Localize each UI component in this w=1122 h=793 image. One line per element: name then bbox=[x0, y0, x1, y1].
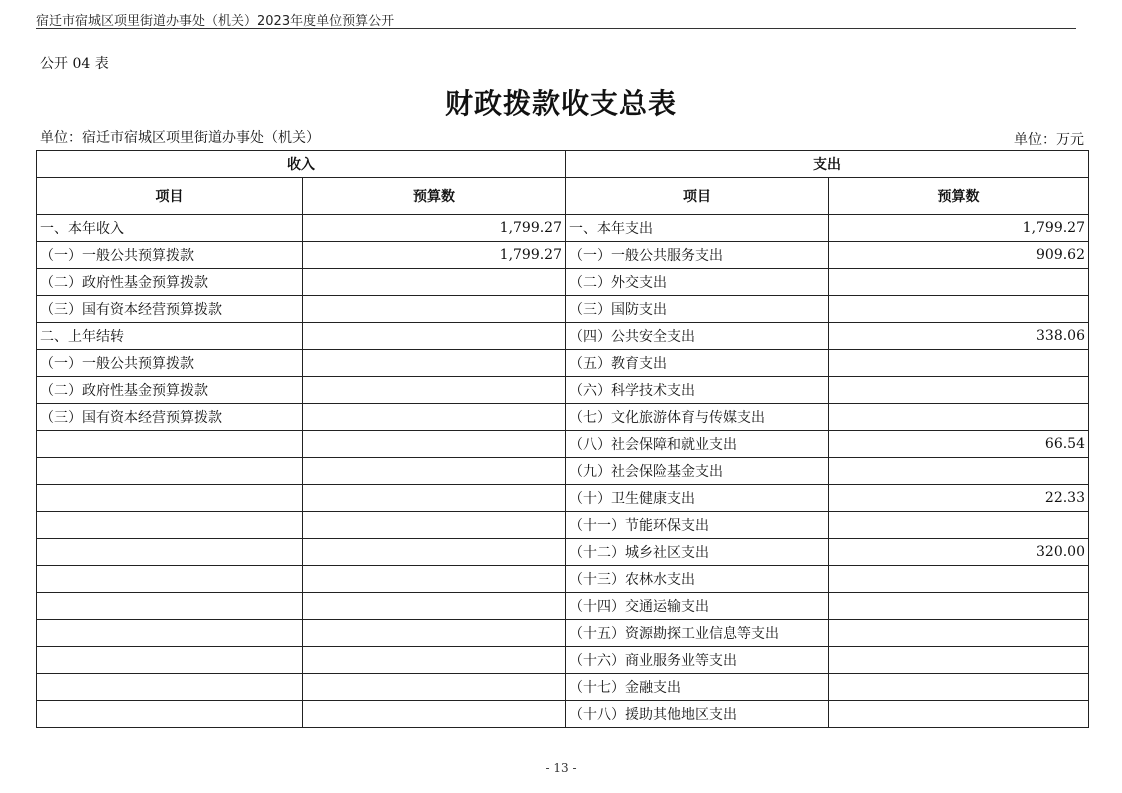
table-row bbox=[37, 296, 1089, 323]
income-item-cell bbox=[37, 701, 303, 728]
income-item-cell bbox=[37, 647, 303, 674]
income-item-cell bbox=[37, 431, 303, 458]
expense-amount-cell bbox=[829, 350, 1089, 377]
expense-item-cell: （一）一般公共服务支出 bbox=[566, 242, 829, 269]
income-item-cell: （三）国有资本经营预算拨款 bbox=[37, 296, 303, 323]
expense-amount-cell bbox=[829, 566, 1089, 593]
expense-item-cell: （十）卫生健康支出 bbox=[566, 485, 829, 512]
expense-item-cell: （六）科学技术支出 bbox=[566, 377, 829, 404]
expense-amount-header: 预算数 bbox=[829, 178, 1089, 215]
income-amount-cell bbox=[303, 458, 566, 485]
income-amount-cell bbox=[303, 296, 566, 323]
expense-amount-cell bbox=[829, 458, 1089, 485]
expense-item-cell: （三）国防支出 bbox=[566, 296, 829, 323]
income-amount-cell bbox=[303, 647, 566, 674]
table-row bbox=[37, 242, 1089, 269]
expense-item-cell: （十一）节能环保支出 bbox=[566, 512, 829, 539]
table-row bbox=[37, 350, 1089, 377]
header-rule bbox=[36, 28, 1076, 29]
income-amount-cell bbox=[303, 404, 566, 431]
income-amount-cell bbox=[303, 350, 566, 377]
expense-item-cell: （四）公共安全支出 bbox=[566, 323, 829, 350]
income-item-cell bbox=[37, 674, 303, 701]
income-amount-cell bbox=[303, 701, 566, 728]
expense-item-cell: （九）社会保险基金支出 bbox=[566, 458, 829, 485]
table-row bbox=[37, 701, 1089, 728]
unit-organization: 单位：宿迁市宿城区项里街道办事处（机关） bbox=[40, 130, 320, 146]
table-row bbox=[37, 485, 1089, 512]
expense-item-cell: （八）社会保障和就业支出 bbox=[566, 431, 829, 458]
income-amount-cell bbox=[303, 377, 566, 404]
income-item-cell bbox=[37, 593, 303, 620]
expense-amount-cell bbox=[829, 620, 1089, 647]
column-header-row bbox=[37, 178, 1089, 215]
expense-amount-cell bbox=[829, 647, 1089, 674]
income-amount-cell: 1,799.27 bbox=[303, 215, 566, 242]
expense-amount-cell: 909.62 bbox=[829, 242, 1089, 269]
income-item-cell: 二、上年结转 bbox=[37, 323, 303, 350]
income-item-cell bbox=[37, 458, 303, 485]
table-row bbox=[37, 377, 1089, 404]
income-item-header: 项目 bbox=[37, 178, 303, 215]
expense-group-header: 支出 bbox=[566, 151, 1089, 178]
expense-item-cell: （五）教育支出 bbox=[566, 350, 829, 377]
form-number: 公开 04 表 bbox=[40, 56, 109, 72]
income-item-cell: （一）一般公共预算拨款 bbox=[37, 242, 303, 269]
expense-amount-cell bbox=[829, 701, 1089, 728]
table-row bbox=[37, 404, 1089, 431]
income-group-header: 收入 bbox=[37, 151, 566, 178]
table-row bbox=[37, 458, 1089, 485]
expense-amount-cell bbox=[829, 269, 1089, 296]
income-item-cell: （三）国有资本经营预算拨款 bbox=[37, 404, 303, 431]
income-item-cell: 一、本年收入 bbox=[37, 215, 303, 242]
table-row bbox=[37, 593, 1089, 620]
income-item-cell bbox=[37, 566, 303, 593]
income-item-cell bbox=[37, 539, 303, 566]
expense-amount-cell: 66.54 bbox=[829, 431, 1089, 458]
table-row bbox=[37, 269, 1089, 296]
income-amount-cell bbox=[303, 593, 566, 620]
table-row bbox=[37, 620, 1089, 647]
expense-item-cell: （十四）交通运输支出 bbox=[566, 593, 829, 620]
income-amount-header: 预算数 bbox=[303, 178, 566, 215]
income-item-cell bbox=[37, 512, 303, 539]
expense-item-cell: （十三）农林水支出 bbox=[566, 566, 829, 593]
income-amount-cell bbox=[303, 431, 566, 458]
income-amount-cell bbox=[303, 323, 566, 350]
income-amount-cell bbox=[303, 566, 566, 593]
expense-amount-cell: 338.06 bbox=[829, 323, 1089, 350]
income-item-cell: （二）政府性基金预算拨款 bbox=[37, 377, 303, 404]
income-amount-cell bbox=[303, 620, 566, 647]
expense-item-cell: （十七）金融支出 bbox=[566, 674, 829, 701]
page-number: - 13 - bbox=[545, 761, 577, 775]
income-item-cell bbox=[37, 620, 303, 647]
expense-amount-cell bbox=[829, 377, 1089, 404]
income-item-cell: （二）政府性基金预算拨款 bbox=[37, 269, 303, 296]
income-amount-cell bbox=[303, 269, 566, 296]
table-row bbox=[37, 566, 1089, 593]
expense-amount-cell bbox=[829, 296, 1089, 323]
expense-item-header: 项目 bbox=[566, 178, 829, 215]
table-row bbox=[37, 647, 1089, 674]
group-header-row bbox=[37, 151, 1089, 178]
table-row bbox=[37, 323, 1089, 350]
table-row bbox=[37, 512, 1089, 539]
expense-item-cell: （十五）资源勘探工业信息等支出 bbox=[566, 620, 829, 647]
table-row bbox=[37, 674, 1089, 701]
income-item-cell bbox=[37, 485, 303, 512]
income-amount-cell bbox=[303, 485, 566, 512]
unit-currency: 单位：万元 bbox=[1014, 132, 1084, 148]
expense-item-cell: （十八）援助其他地区支出 bbox=[566, 701, 829, 728]
expense-amount-cell bbox=[829, 404, 1089, 431]
expense-item-cell: （十六）商业服务业等支出 bbox=[566, 647, 829, 674]
expense-amount-cell: 22.33 bbox=[829, 485, 1089, 512]
income-amount-cell: 1,799.27 bbox=[303, 242, 566, 269]
expense-amount-cell bbox=[829, 674, 1089, 701]
running-header: 宿迁市宿城区项里街道办事处（机关）2023年度单位预算公开 bbox=[36, 14, 395, 29]
income-item-cell: （一）一般公共预算拨款 bbox=[37, 350, 303, 377]
expense-amount-cell: 1,799.27 bbox=[829, 215, 1089, 242]
expense-item-cell: （二）外交支出 bbox=[566, 269, 829, 296]
expense-item-cell: 一、本年支出 bbox=[566, 215, 829, 242]
expense-amount-cell bbox=[829, 512, 1089, 539]
budget-table-body bbox=[37, 215, 1089, 728]
budget-table bbox=[36, 150, 1089, 728]
expense-amount-cell: 320.00 bbox=[829, 539, 1089, 566]
page-title: 财政拨款收支总表 bbox=[444, 87, 677, 120]
expense-item-cell: （十二）城乡社区支出 bbox=[566, 539, 829, 566]
table-row bbox=[37, 215, 1089, 242]
income-amount-cell bbox=[303, 674, 566, 701]
income-amount-cell bbox=[303, 539, 566, 566]
expense-amount-cell bbox=[829, 593, 1089, 620]
income-amount-cell bbox=[303, 512, 566, 539]
expense-item-cell: （七）文化旅游体育与传媒支出 bbox=[566, 404, 829, 431]
table-row bbox=[37, 431, 1089, 458]
table-row bbox=[37, 539, 1089, 566]
